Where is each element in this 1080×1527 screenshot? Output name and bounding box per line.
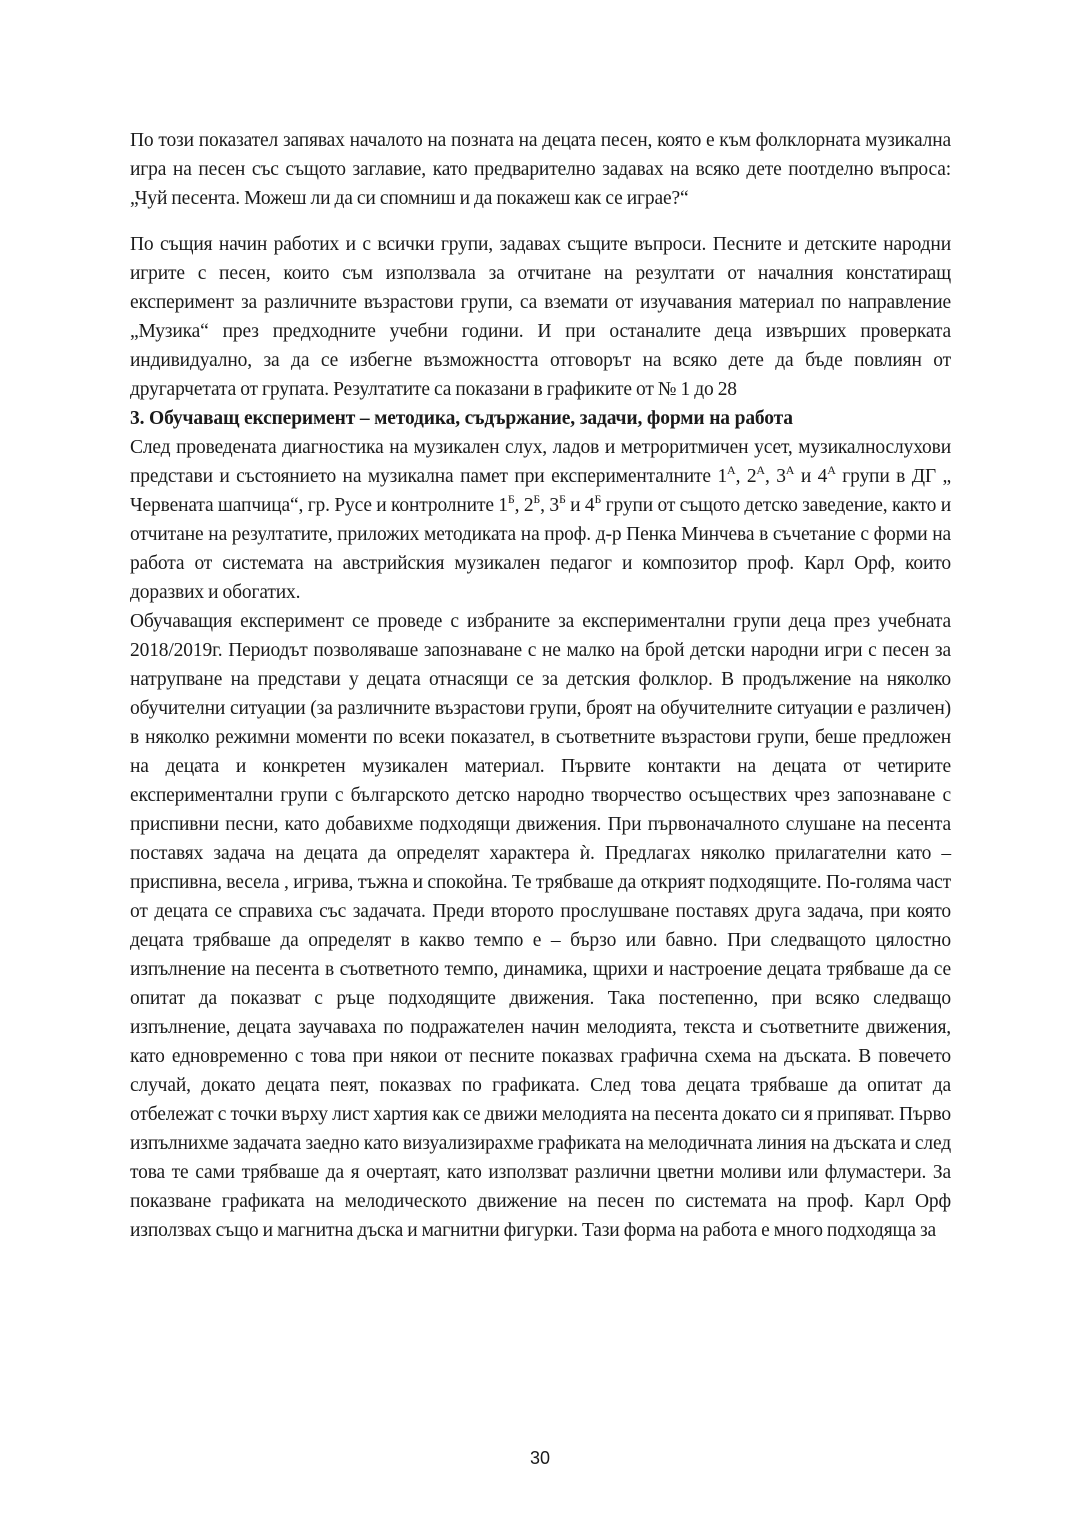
group-superscript: Б <box>594 491 602 506</box>
text-run: , <box>735 466 747 487</box>
text-run: групи от същото детско заведение, както и отчитане на резултатите, приложих методиката на проф. д-р Пенка Минчева в съчетание с форми на работа от системата на австрийския музикален педагог и композитор проф. Карл Орф, които доразвих и обогатих. <box>130 495 951 603</box>
paragraph: По същия начин работих и с всички групи, задавах същите въпроси. Песните и детските народни игрите с песен, които съм използвала за отчитане на резултати от началния констатиращ експеримент за различните възрастови групи, са вземати от изучавания материал по направление „Музика“ през предходните учебни години. И при останалите деца извърших проверката индивидуално, за да се избегне възможността отговорът на всяко дете да бъде повлиян от другарчетата от групата. Резултатите са показани в графиките от № 1 до 28 <box>130 234 951 400</box>
group-number: 2 <box>746 466 757 487</box>
section-heading: 3. Обучаващ експеримент – методика, съдържание, задачи, форми на работа <box>130 408 793 429</box>
text-run: и <box>565 495 585 516</box>
group-superscript: А <box>756 462 765 477</box>
paragraph: Обучаващия експеримент се проведе с избраните за експериментални групи деца през учебната 2018/2019г. Периодът позволяваше запознаване с не малко на брой детски народни игри с песен за натрупване на представи у децата отнасящи се за детския фолклор. В продължение на няколко обучителни ситуации (за различните възрастови групи, броят на обучителните ситуации е различен) в няколко режимни моменти по всеки показател, в съответните възрастови групи, беше предложен на децата и конкретен музикален материал. Първите контакти на децата от четирите експериментални групи с българското детско народно творчество осъществих чрез запознаване с приспивни песни, като добавихме подходящи движения. При първоначалното слушане на песента поставях задача на децата да определят характера ѝ. Предлагах няколко прилагателни като – приспивна, весела , игрива, тъжна и спокойна. Те трябваше да открият подходящите. По-голяма част от децата се справиха със задачата. Преди второто прослушване поставях друга задача, при която децата трябваше да определят в какво темпо е – бързо или бавно. При следващото цялостно изпълнение на песента в съответното темпо, динамика, щрихи и настроение децата трябваше да се опитат да показват с ръце подходящите движения. Така постепенно, при всяко следващо изпълнение, децата заучаваха по подражателен начин мелодията, текста и съответните движения, като едновременно с това при някои от песните показвах графична схема на дъската. В повечето случай, докато децата пеят, показвах по графиката. След това децата трябваше да опитат да отбележат с точки върху лист хартия как се движи мелодията на песента докато си я припяват. Първо изпълнихме задачата заедно като визуализирахме графиката на мелодичната линия на дъската и след това те сами трябваше да я очертаят, като използват различни цветни моливи или флумастери. За показване графиката на мелодическото движение на песен по системата на проф. Карл Орф използвах също и магнитна дъска и магнитни фигурки. Тази форма на работа е много подходяща за <box>130 611 951 1241</box>
text-run: , <box>764 466 777 487</box>
group-number: 4 <box>817 466 828 487</box>
group-superscript: Б <box>507 491 515 506</box>
text-run: групи в ДГ „ Червената шапчица“, гр. Русе и контролните <box>130 466 951 516</box>
paragraph: По този показател запявах началото на позната на децата песен, която е към фолклорната музикална игра на песен със същото заглавие, като предварително задавах на всяко дете поотделно въпроса: „Чуй песента. Можеш ли да си спомниш и да покажеш как се играе?“ <box>130 130 951 209</box>
paragraph <box>130 433 951 607</box>
group-number: 4 <box>584 495 595 516</box>
group-number: 1 <box>498 495 508 516</box>
group-superscript: А <box>827 462 836 477</box>
document-body <box>130 126 951 1245</box>
group-superscript: А <box>727 462 736 477</box>
group-number: 1 <box>717 466 728 487</box>
group-superscript: А <box>785 462 795 477</box>
group-superscript: Б <box>533 491 541 506</box>
text-run: , <box>514 495 524 516</box>
page-number: 30 <box>529 1448 551 1468</box>
text-run: и <box>794 466 818 487</box>
group-number: 3 <box>549 495 559 516</box>
group-number: 2 <box>523 495 534 516</box>
group-superscript: Б <box>558 491 566 506</box>
text-run: След проведената диагностика на музикален слух, ладов и метроритмичен усет, музикалнослухови представи и състоянието на музикална памет при експерименталните <box>130 437 951 487</box>
group-number: 3 <box>776 466 786 487</box>
text-run: , <box>540 495 550 516</box>
